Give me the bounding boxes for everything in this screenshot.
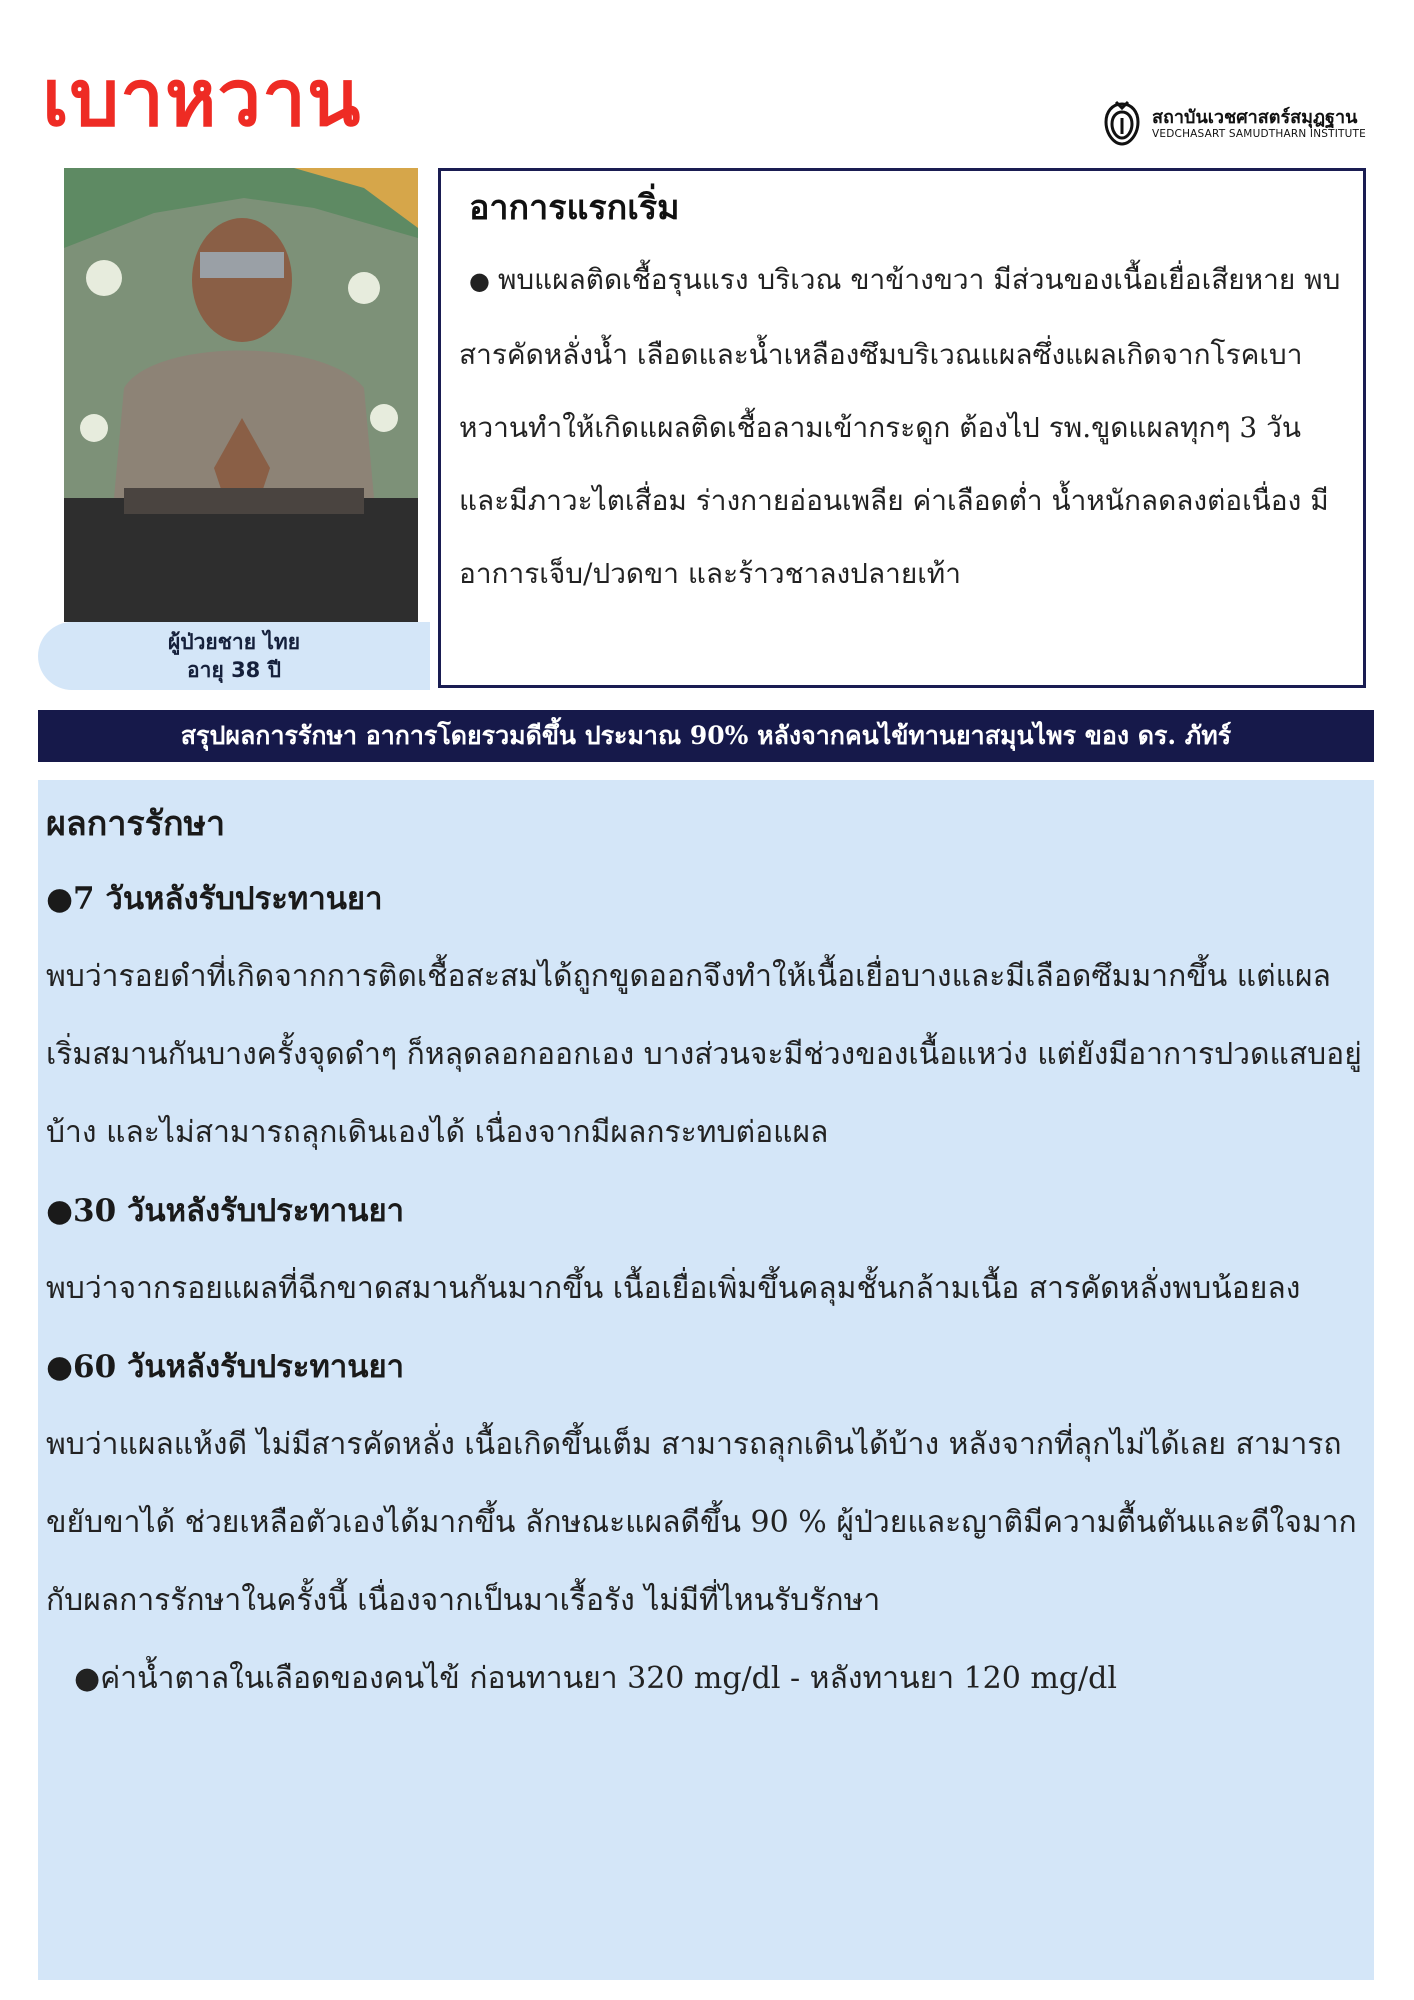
page-title: เบาหวาน	[42, 54, 362, 144]
day60-heading: ●60 วันหลังรับประทานยา	[46, 1349, 405, 1385]
initial-symptoms-text	[459, 243, 1345, 610]
bullet-icon: ●	[469, 266, 490, 295]
day60-text: พบว่าแผลแห้งดี ไม่มีสารคัดหลั่ง เนื้อเกิดขึ้นเต็ม สามารถลุกเดินได้บ้าง หลังจากที่ลุกไม่ได้เลย สามารถขยับขาได้ ช่วยเหลือตัวเองได้มากขึ้น ลักษณะแผลดีขึ้น 90 % ผู้ป่วยและญาติมีความตื้นตันและดีใจมาก กับผลการรักษาในครั้งนี้ เนื่องจากเป็นมาเรื้อรัง ไม่มีที่ไหนรับรักษา	[46, 1427, 1357, 1618]
patient-caption	[38, 622, 430, 690]
day7-heading: ●7 วันหลังรับประทานยา	[46, 881, 383, 917]
institute-logo	[1102, 96, 1366, 152]
day30-text: พบว่าจากรอยแผลที่ฉีกขาดสมานกันมากขึ้น เนื้อเยื่อเพิ่มขึ้นคลุมชั้นกล้ามเนื้อ สารคัดหลั่งพบน้อยลง	[46, 1271, 1301, 1306]
treatment-summary-bar: สรุปผลการรักษา อาการโดยรวมดีขึ้น ประมาณ 90% หลังจากคนไข้ทานยาสมุนไพร ของ ดร. ภัทร์	[38, 710, 1374, 762]
patient-photo	[64, 168, 418, 622]
logo-english-text: VEDCHASART SAMUDTHARN INSTITUTE	[1152, 128, 1366, 141]
day7-text: พบว่ารอยดำที่เกิดจากการติดเชื้อสะสมได้ถูกขูดออกจึงทำให้เนื้อเยื่อบางและมีเลือดซึมมากขึ้น แต่แผลเริ่มสมานกันบางครั้งจุดดำๆ ก็หลุดลอกออกเอง บางส่วนจะมีช่วงของเนื้อแหว่ง แต่ยังมีอาการปวดแสบอยู่บ้าง และไม่สามารถลุกเดินเองได้ เนื่องจากมีผลกระทบต่อแผล	[46, 959, 1362, 1150]
institute-logo-icon	[1102, 100, 1142, 148]
treatment-results-section	[38, 780, 1374, 1980]
initial-symptoms-description: พบแผลติดเชื้อรุนแรง บริเวณ ขาข้างขวา มีส่วนของเนื้อเยื่อเสียหาย พบสารคัดหลั่งน้ำ เลือดและน้ำเหลืองซึมบริเวณแผลซึ่งแผลเกิดจากโรคเบาหวานทำให้เกิดแผลติดเชื้อลามเข้ากระดูก ต้องไป รพ.ขูดแผลทุกๆ 3 วัน และมีภาวะไตเสื่อม ร่างกายอ่อนเพลีย ค่าเลือดต่ำ น้ำหนักลดลงต่อเนื่อง มีอาการเจ็บ/ปวดขา และร้าวชาลงปลายเท้า	[459, 262, 1341, 590]
logo-thai-text: สถาบันเวชศาสตร์สมุฎฐาน	[1152, 106, 1358, 128]
patient-photo-illustration	[64, 168, 418, 622]
initial-symptoms-box	[438, 168, 1366, 688]
initial-symptoms-heading: อาการแรกเริ่ม	[469, 188, 680, 228]
patient-age: อายุ 38 ปี	[187, 658, 281, 682]
patient-gender-nationality: ผู้ป่วยชาย ไทย	[167, 629, 301, 654]
results-heading: ผลการรักษา	[46, 804, 226, 844]
blood-glucose-result: ●ค่าน้ำตาลในเลือดของคนไข้ ก่อนทานยา 320 mg/dl - หลังทานยา 120 mg/dl	[74, 1661, 1117, 1696]
day30-heading: ●30 วันหลังรับประทานยา	[46, 1193, 405, 1229]
